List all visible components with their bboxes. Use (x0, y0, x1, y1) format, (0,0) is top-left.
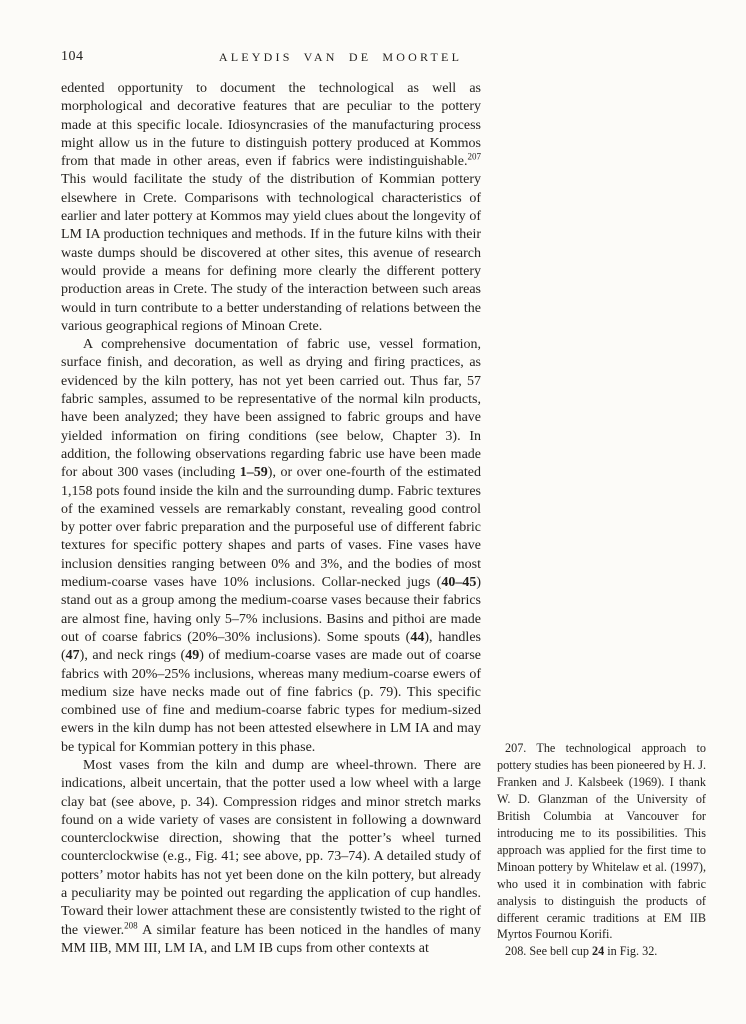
footnote-reference: 207 (467, 151, 481, 162)
footnote-reference: 208 (124, 920, 138, 930)
footnote-column (497, 740, 706, 960)
paragraph: A comprehensive documentation of fabric use, vessel formation, surface finish, and decoration, as well as drying and firing practices, as evidenced by the kiln pottery, has not yet been carried out. Thus far, 57 fabric samples, assumed to be representative of the normal kiln products, have been analyzed; they have been assigned to fabric groups and have yielded information on firing conditions (see below, Chapter 3). In addition, the following observations regarding fabric use have been made for about 300 vases (including 1–59), or over one-fourth of the estimated 1,158 pots found inside the kiln and the surrounding dump. Fabric textures of the examined vessels are remarkably constant, revealing good control by potter over fabric preparation and the purposeful use of different fabric textures for specific pottery shapes and parts of vases. Fine vases have inclusion densities ranging between 0% and 3%, and the bodies of most medium-coarse vases have 10% inclusions. Collar-necked jugs (40–45) stand out as a group among the medium-coarse vases because their fabrics are almost fine, having only 5–7% inclusions. Basins and pithoi are made out of coarse fabrics (20%–30% inclusions). Some spouts (44), handles (47), and neck rings (49) of medium-coarse vases are made out of coarse fabrics with 20%–25% inclusions, whereas many medium-coarse ewers of medium size have necks made out of fine fabrics (p. 79). This specific combined use of fine and medium-coarse fabric types for medium-sized ewers in the kiln dump has not been attested elsewhere in LM IA and may be typical for Kommian pottery in this phase. (61, 337, 482, 755)
main-text-column (61, 80, 481, 958)
footnote: 207. The technological approach to pottery studies has been pioneered by H. J. Franken and J. Kalsbeek (1969). I thank W. D. Glanzman of the University of British Columbia at Vancouver for introducing me to its possibilities. This approach was applied for the first time to Minoan pottery by Whitelaw et al. (1997), who used it in combination with fabric analysis to distinguish the products of different ceramic traditions at EM IIB Myrtos Fournou Korifi. (497, 741, 706, 942)
paragraph: edented opportunity to document the technological as well as morphological and decorative features that are peculiar to the pottery made at this specific locale. Idiosyncrasies of the manufacturing process might allow us in the future to distinguish pottery produced at Kommos from that made in other areas, even if fabrics were indistinguishable.$^{207}$ This would facilitate the study of the distribution of Kommian pottery elsewhere in Crete. Comparisons with technological characteristics of earlier and later pottery at Kommos may yield clues about the longevity of LM IA production techniques and methods. If in the future kilns with their waste dumps should be discovered at other sites, this avenue of research would provide a means for defining more clearly the different pottery production areas in Crete. The study of the interaction between such areas would in turn contribute to a better understanding of relations between the various geographical regions of Minoan Crete. (61, 81, 481, 334)
running-head: ALEYDIS VAN DE MOORTEL (218, 50, 463, 64)
footnote: 208. See bell cup 24 in Fig. 32. (505, 944, 658, 959)
paragraph: Most vases from the kiln and dump are wheel-thrown. There are indications, albeit uncertain, that the potter used a low wheel with a large clay bat (see above, p. 34). Compression ridges and minor stretch marks found on a wide variety of vases are consistent in following a downward counterclockwise direction, showing that the potter’s wheel turned counterclockwise (e.g., Fig. 41; see above, pp. 73–74). A detailed study of potters’ motor habits has not yet been done on the kiln pottery, but already a peculiarity may be pointed out regarding the application of cup handles. Toward their lower attachment these are consistently twisted to the right of the viewer.$^{208}$ A similar feature has been noticed in the handles of many MM IIB, MM III, LM IA, and LM IB cups from other contexts at (61, 757, 482, 956)
page-number: 104 (61, 49, 84, 64)
